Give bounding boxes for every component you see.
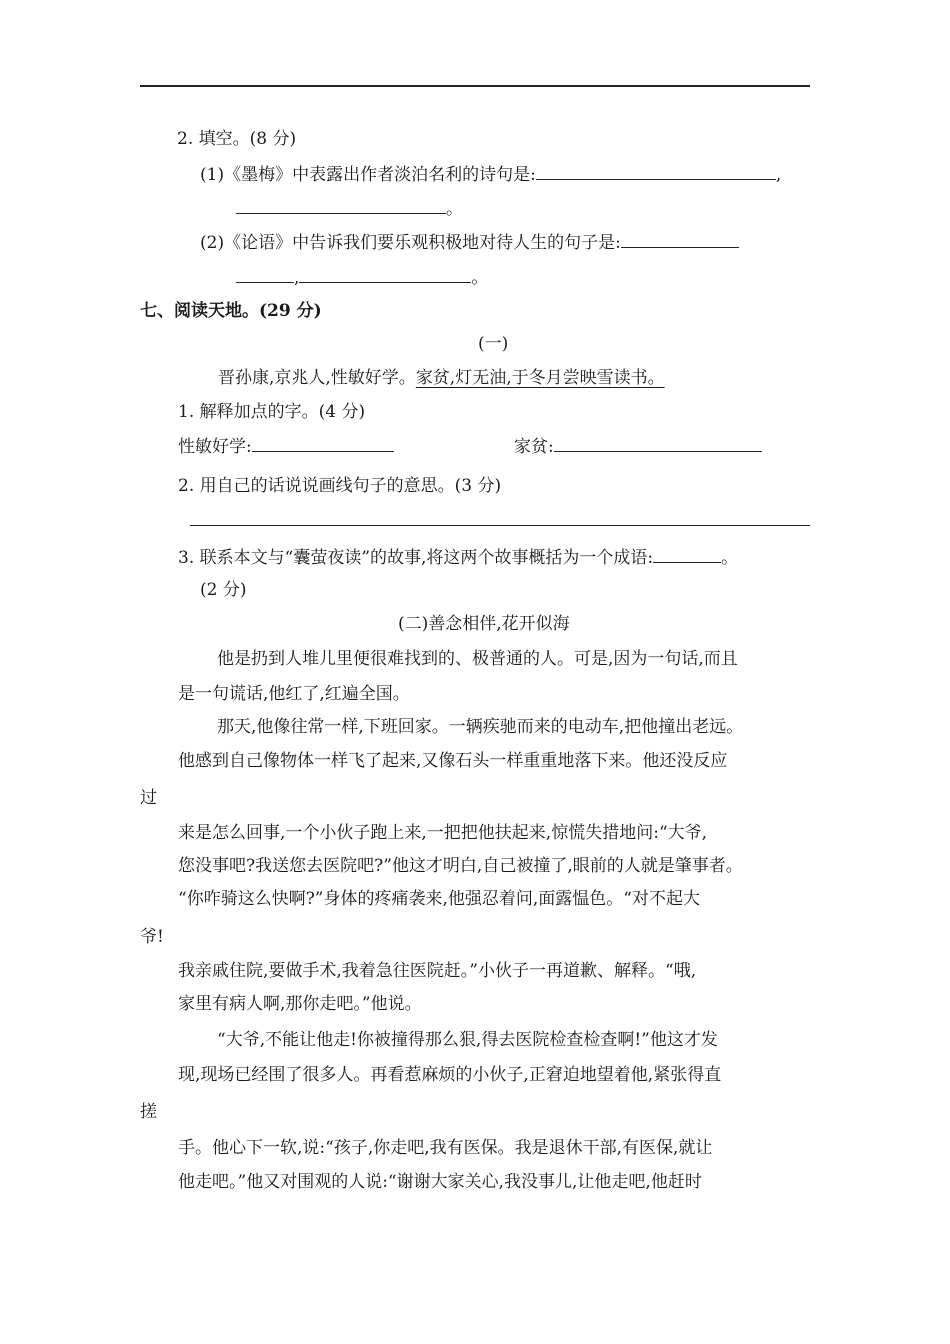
q2-item1-end: 。: [446, 199, 463, 219]
passage-line: 搓: [140, 1102, 157, 1122]
q1-term1-blank[interactable]: [252, 435, 394, 452]
q3-end: 。: [721, 548, 739, 568]
passage-line: 现,现场已经围了很多人。再看惹麻烦的小伙子,正窘迫地望着他,紧张得直: [178, 1065, 722, 1085]
q1-term1: 性敏好学:: [178, 437, 252, 457]
q3-blank[interactable]: [653, 546, 721, 563]
section7-title: 七、阅读天地。(29 分): [140, 301, 322, 321]
part1-q1-term2-row: [514, 435, 762, 458]
q2-item2: [200, 231, 739, 254]
q2-item2-end: 。: [471, 268, 489, 288]
q2-item1-blank1[interactable]: [536, 163, 776, 180]
passage-line: 您没事吧?我送您去医院吧?”他这才明白,自己被撞了,眼前的人就是肇事者。: [178, 856, 743, 876]
passage-underlined: 家贫,灯无油,于冬月尝映雪读书。: [415, 368, 665, 388]
passage-line: 我亲戚住院,要做手术,我着急往医院赶。”小伙子一再道歉、解释。“哦,: [178, 961, 697, 981]
q2-item1: [200, 163, 781, 186]
page-top-rule: [140, 85, 810, 87]
passage-line: 过: [140, 788, 157, 808]
passage-line: “大爷,不能让他走!你被撞得那么狠,得去医院检查检查啊!”他这才发: [217, 1030, 718, 1050]
part1-q1-term1-row: [178, 435, 394, 458]
q2-item2-blank1[interactable]: [621, 231, 739, 248]
passage-line: 手。他心下一软,说:“孩子,你走吧,我有医保。我是退休干部,有医保,就让: [178, 1138, 713, 1158]
q2-item2-line2: [236, 266, 488, 289]
q2-item1-comma: ,: [775, 165, 782, 185]
part1-q3-row: [178, 546, 738, 569]
passage-line: 来是怎么回事,一个小伙子跑上来,一把把他扶起来,惊慌失措地问:“大爷,: [178, 823, 708, 843]
q2-item1-line2: [236, 197, 463, 220]
passage-line: 是一句谎话,他红了,红遍全国。: [178, 684, 410, 704]
passage-line: 他是扔到人堆儿里便很难找到的、极普通的人。可是,因为一句话,而且: [217, 649, 738, 669]
q3-text: 3. 联系本文与“囊萤夜读”的故事,将这两个故事概括为一个成语:: [178, 548, 654, 568]
passage-line: “你咋骑这么快啊?”身体的疼痛袭来,他强忍着问,面露愠色。“对不起大: [178, 889, 700, 909]
q2-item2-text: (2)《论语》中告诉我们要乐观积极地对待人生的句子是:: [200, 233, 621, 253]
passage-line: 家里有病人啊,那你走吧。”他说。: [178, 994, 422, 1014]
part1-q3-score: (2 分): [200, 580, 247, 600]
q1-term2-blank[interactable]: [554, 435, 762, 452]
q2-item2-blank2[interactable]: [236, 266, 294, 283]
part2-heading: (二)善念相伴,花开似海: [398, 614, 570, 634]
passage-line: 爷!: [140, 927, 164, 947]
passage-line: 那天,他像往常一样,下班回家。一辆疾驰而来的电动车,把他撞出老远。: [217, 717, 744, 737]
part1-passage: [218, 367, 665, 389]
passage-line: 他感到自己像物体一样飞了起来,又像石头一样重重地落下来。他还没反应: [178, 751, 728, 771]
q2-item2-blank3[interactable]: [299, 266, 471, 283]
part1-q2-answer-line[interactable]: [190, 525, 810, 526]
q2-item1-blank2[interactable]: [236, 197, 446, 214]
passage-plain: 晋孙康,京兆人,性敏好学。: [218, 368, 416, 388]
q2-item1-text: (1)《墨梅》中表露出作者淡泊名利的诗句是:: [200, 165, 536, 185]
part1-q1-title: 1. 解释加点的字。(4 分): [178, 402, 366, 422]
part1-q2-title: 2. 用自己的话说说画线句子的意思。(3 分): [178, 476, 502, 496]
passage-line: 他走吧。”他又对围观的人说:“谢谢大家关心,我没事儿,让他走吧,他赶时: [178, 1172, 702, 1192]
q1-term2: 家贫:: [514, 437, 554, 457]
q2-item2-comma: ,: [294, 268, 300, 288]
part1-heading: (一): [478, 334, 509, 354]
q2-title: 2. 填空。(8 分): [177, 129, 297, 149]
